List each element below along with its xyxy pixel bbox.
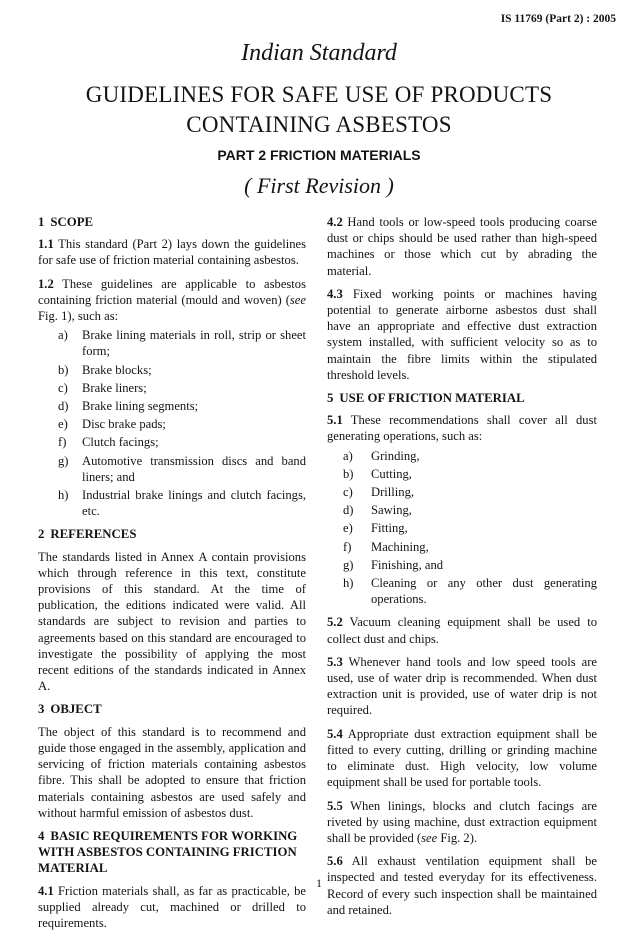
clause-text: Appropriate dust extraction equipment shall be fitted to every cutting, drilling or grinding machine to eliminate dust. High velocity, low volume equipment shall be used for portable tools. — [327, 726, 597, 790]
list-item — [327, 484, 597, 500]
section-title: REFERENCES — [50, 527, 137, 542]
section-heading-object — [38, 701, 306, 717]
clause-number: 1.1 — [38, 237, 54, 252]
clause-text-end: Fig. 2). — [437, 830, 478, 845]
list-text: Disc brake pads; — [82, 417, 166, 432]
document-code: IS 11769 (Part 2) : 2005 — [500, 13, 616, 25]
list-marker: a) — [343, 448, 353, 463]
clause-text: Fixed working points or machines having potential to generate airborne asbestos dust shall have an appropriate and effective dust extraction system installed, with sufficient velocity so as to maintain the fibre limits within the stipulated threshold levels. — [327, 286, 597, 382]
list-text: Automotive transmission discs and band liners; and — [82, 453, 306, 484]
clause-text: Friction materials shall, as far as practicable, be supplied already cut, machined or drilled to requirements. — [38, 883, 306, 930]
clause-text: These recommendations shall cover all dust generating operations, such as: — [327, 413, 597, 444]
list-marker: d) — [343, 503, 354, 518]
page-number: 1 — [316, 876, 322, 890]
section-title: BASIC REQUIREMENTS FOR WORKING WITH ASBESTOS CONTAINING FRICTION MATERIAL — [38, 828, 298, 876]
list-text: Finishing, and — [371, 557, 444, 572]
list-text: Brake blocks; — [82, 362, 152, 377]
list-item — [38, 487, 306, 519]
list-text: Industrial brake linings and clutch facings, etc. — [82, 488, 306, 519]
list-text: Grinding, — [371, 448, 420, 463]
clause-text: Hand tools or low-speed tools producing coarse dust or chips should be used rather than high-speed machines or those which cut by abrading the material. — [327, 215, 597, 278]
section-title: USE OF FRICTION MATERIAL — [339, 391, 525, 406]
list-marker: e) — [343, 521, 353, 536]
section-number: 1 — [38, 215, 45, 229]
list-item — [327, 575, 597, 607]
title-line-1: GUIDELINES FOR SAFE USE OF PRODUCTS — [85, 82, 553, 107]
list-marker: a) — [58, 328, 68, 343]
list-item — [38, 416, 306, 432]
clause-5-1 — [327, 412, 597, 444]
clause-text: All exhaust ventilation equipment shall be inspected and tested everyday for its effectiveness. Record of every such inspection shall be maintained and retained. — [327, 854, 597, 917]
clause-5-4 — [327, 726, 597, 791]
list-marker: g) — [343, 557, 354, 572]
clause-number: 5.5 — [327, 798, 343, 813]
list-item — [38, 380, 306, 396]
list-item — [38, 453, 306, 485]
right-column — [327, 214, 597, 925]
section-number: 5 — [327, 391, 334, 406]
clause-number: 4.2 — [327, 215, 343, 229]
friction-material-list — [38, 327, 306, 519]
clause-5-2 — [327, 614, 597, 646]
clause-text: Whenever hand tools and low speed tools are used, use of water drip is recommended. When dust extraction unit is provided, use of water drip is not required. — [327, 654, 597, 718]
clause-text: This standard (Part 2) lays down the guidelines for safe use of friction material containing asbestos. — [38, 237, 306, 268]
clause-number: 5.2 — [327, 615, 343, 630]
list-item — [327, 520, 597, 536]
clause-1-2 — [38, 276, 306, 325]
section-number: 3 — [38, 702, 45, 717]
list-item — [327, 502, 597, 518]
list-marker: f) — [343, 539, 352, 554]
clause-text-end: Fig. 1), such as: — [38, 309, 119, 324]
see-ref: see — [289, 292, 306, 307]
list-item — [327, 557, 597, 573]
list-item — [38, 398, 306, 414]
section-number: 2 — [38, 527, 45, 542]
list-item — [327, 448, 597, 464]
list-marker: h) — [58, 488, 69, 503]
list-marker: c) — [343, 485, 353, 500]
list-marker: g) — [58, 453, 69, 468]
list-item — [38, 327, 306, 359]
list-marker: d) — [58, 399, 69, 414]
list-text: Brake lining materials in roll, strip or sheet form; — [82, 328, 306, 359]
clause-text: These guidelines are applicable to asbestos containing friction material (mould and woven) ( — [38, 276, 307, 307]
see-ref: see — [421, 830, 438, 845]
list-marker: b) — [343, 466, 354, 481]
clause-text: When linings, blocks and clutch facings are riveted by using machine, dust extraction equipment shall be provided ( — [327, 798, 597, 845]
section-heading-references — [38, 526, 306, 542]
section-heading-scope — [38, 214, 306, 230]
object-text: The object of this standard is to recommend and guide those engaged in the assembly, application and servicing of friction materials containing asbestos fibre. This shall be adopted to ensure that friction materials containing asbestos are used safely and without harmful emission of asbestos dust. — [38, 724, 306, 820]
list-text: Clutch facings; — [82, 435, 159, 450]
standard-label: Indian Standard — [241, 40, 397, 66]
list-text: Brake lining segments; — [82, 399, 199, 414]
clause-1-1 — [38, 236, 306, 268]
list-item — [38, 434, 306, 450]
list-marker: b) — [58, 362, 69, 377]
list-marker: c) — [58, 380, 68, 395]
list-text: Fitting, — [371, 521, 408, 536]
clause-number: 4.1 — [38, 883, 54, 898]
operations-list — [327, 448, 597, 608]
clause-4-2 — [327, 214, 597, 279]
revision-label: ( First Revision ) — [244, 173, 394, 198]
list-item — [327, 539, 597, 555]
list-text: Sawing, — [371, 503, 412, 518]
list-text: Cleaning or any other dust generating operations. — [371, 576, 597, 607]
list-marker: f) — [58, 435, 67, 450]
list-item — [38, 362, 306, 378]
clause-number: 5.4 — [327, 726, 343, 741]
clause-text: Vacuum cleaning equipment shall be used to collect dust and chips. — [327, 615, 597, 646]
part-heading: PART 2 FRICTION MATERIALS — [217, 147, 421, 163]
clause-4-3 — [327, 286, 597, 383]
section-title: SCOPE — [50, 215, 94, 229]
section-heading-use — [327, 390, 597, 406]
list-text: Drilling, — [371, 485, 415, 500]
clause-number: 5.1 — [327, 413, 343, 428]
clause-number: 5.6 — [327, 854, 343, 869]
left-column — [38, 214, 306, 938]
list-marker: h) — [343, 576, 354, 591]
section-number: 4 — [38, 828, 45, 843]
list-text: Cutting, — [371, 466, 412, 481]
clause-number: 1.2 — [38, 276, 54, 291]
section-title: OBJECT — [50, 702, 102, 717]
clause-5-5 — [327, 798, 597, 847]
list-item — [327, 466, 597, 482]
document-title — [0, 80, 638, 140]
list-marker: e) — [58, 417, 68, 432]
title-line-2: CONTAINING ASBESTOS — [186, 112, 452, 137]
list-text: Machining, — [371, 539, 429, 554]
clause-number: 4.3 — [327, 286, 343, 301]
section-heading-basic-requirements — [38, 828, 306, 877]
list-text: Brake liners; — [82, 380, 147, 395]
references-text: The standards listed in Annex A contain provisions which through reference in this text, constitute provisions of this standard. At the time of publication, the editions indicated were valid. All standards are subject to revision and parties to agreements based on this standard are encouraged to investigate the possibility of applying the most recent editions of the standards indicated in Annex A. — [38, 549, 306, 694]
clause-number: 5.3 — [327, 654, 343, 669]
clause-5-3 — [327, 654, 597, 719]
